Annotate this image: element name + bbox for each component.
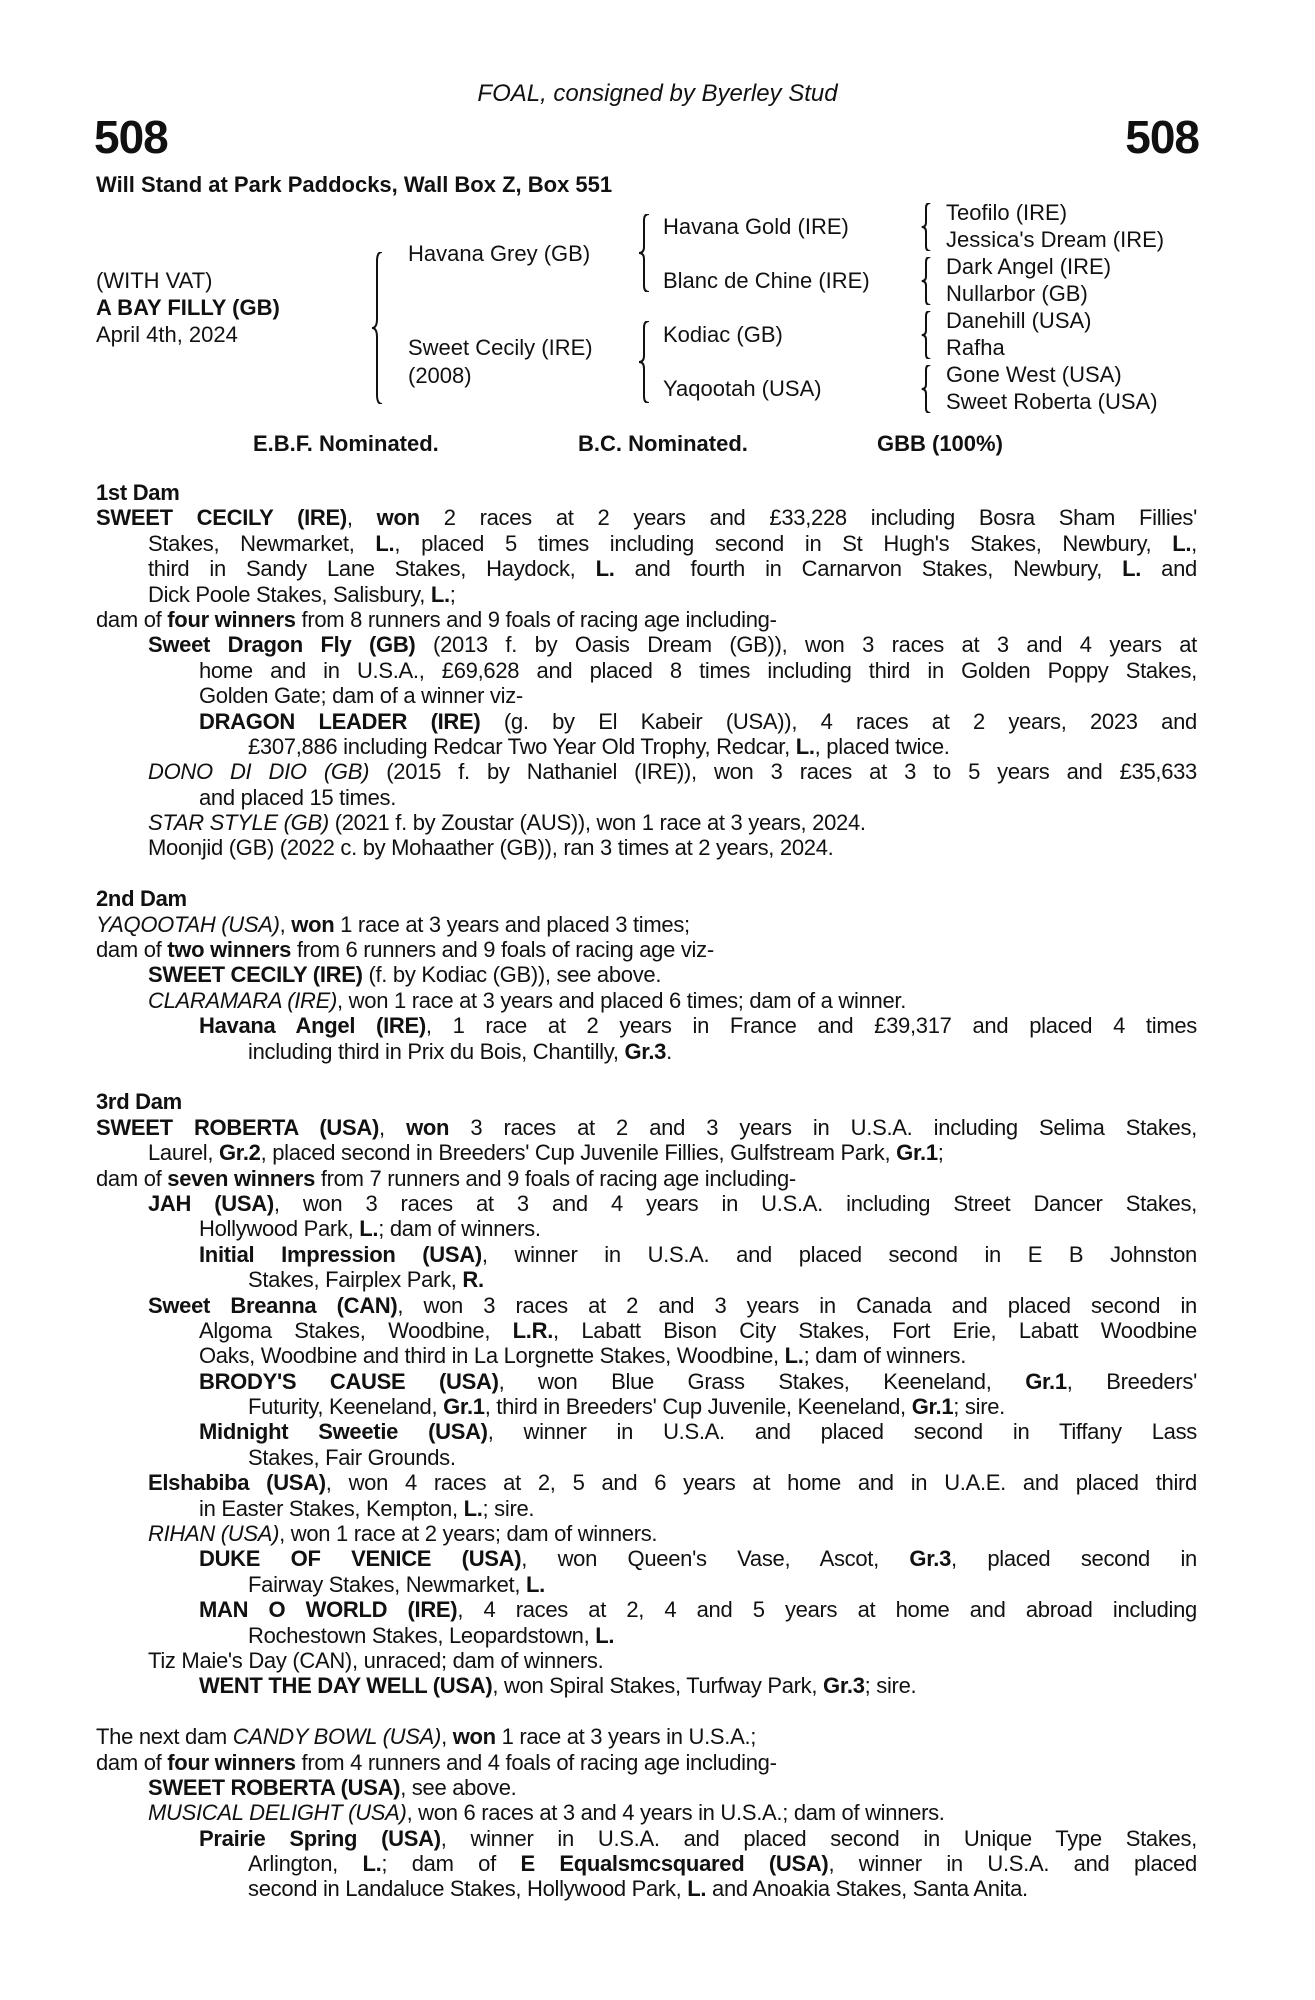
text: ; sire. xyxy=(482,1495,535,1521)
produce-entry xyxy=(96,1115,1197,1166)
produce-entry xyxy=(96,1826,1197,1902)
text: Golden Gate; dam of a winner viz- xyxy=(199,683,523,709)
produce-entry xyxy=(96,1242,1197,1293)
produce-entry xyxy=(96,1800,1197,1825)
text-line xyxy=(96,734,1197,759)
text-line xyxy=(96,1826,1197,1851)
text: , won 1 race at 3 years and placed 6 times; dam of a winner. xyxy=(337,987,907,1013)
ancestor-gen4: Danehill (USA) xyxy=(946,308,1092,333)
section-heading: 2nd Dam xyxy=(96,886,187,912)
text: Rochestown Stakes, Leopardstown, xyxy=(248,1622,596,1648)
dam: Sweet Cecily (IRE) xyxy=(408,335,593,360)
bold-text: L. xyxy=(375,530,395,556)
bold-text: WENT THE DAY WELL (USA) xyxy=(199,1673,493,1699)
lot-number-left: 508 xyxy=(94,111,168,163)
text-line xyxy=(96,1851,1197,1876)
bold-text: won xyxy=(291,911,335,937)
text-line xyxy=(96,1546,1197,1571)
text: Algoma Stakes, Woodbine, xyxy=(199,1317,513,1343)
text: from 6 runners and 9 foals of racing age viz- xyxy=(291,937,714,963)
bold-text: L. xyxy=(687,1876,707,1902)
bold-text: Sweet Dragon Fly (GB) xyxy=(148,632,416,658)
text: , won Blue Grass Stakes, Keeneland, xyxy=(498,1368,1026,1394)
bold-text: Gr.3 xyxy=(909,1546,952,1572)
text-line xyxy=(96,1140,1197,1165)
text-line xyxy=(96,683,1197,708)
text-line xyxy=(96,1318,1197,1343)
text: , placed second in Breeders' Cup Juvenile Fillies, Gulfstream Park, xyxy=(260,1140,897,1166)
section-gap xyxy=(96,1699,1197,1724)
text-line xyxy=(96,1369,1197,1394)
text-line xyxy=(96,1496,1197,1521)
text: 3 races at 2 and 3 years in U.S.A. including Selima Stakes, xyxy=(449,1114,1197,1140)
brace-icon xyxy=(637,214,651,292)
text-line xyxy=(96,1876,1197,1901)
ancestor-gen4: Sweet Roberta (USA) xyxy=(946,389,1158,414)
bold-text: L. xyxy=(359,1216,379,1242)
brace-icon xyxy=(637,321,651,403)
bold-text: Initial Impression (USA) xyxy=(199,1241,482,1267)
text-line xyxy=(96,1115,1197,1140)
bold-text: four winners xyxy=(167,606,296,632)
text: and xyxy=(1141,556,1197,582)
text: Stakes, Fairplex Park, xyxy=(248,1267,463,1293)
ancestor-gen4: Dark Angel (IRE) xyxy=(946,254,1112,279)
text: dam of xyxy=(96,937,168,963)
dam-dam: Yaqootah (USA) xyxy=(663,376,822,401)
produce-entry xyxy=(96,1369,1197,1420)
text-line xyxy=(96,1242,1197,1267)
section-heading: 1st Dam xyxy=(96,480,180,505)
text: , won Queen's Vase, Ascot, xyxy=(521,1546,910,1572)
text: , placed twice. xyxy=(814,733,950,759)
bold-text: R. xyxy=(462,1267,484,1293)
text-line xyxy=(96,1775,1197,1800)
text: second in Landaluce Stakes, Hollywood Park, xyxy=(248,1876,688,1902)
text: ; sire. xyxy=(953,1394,1005,1420)
bold-text: L. xyxy=(525,1571,545,1597)
text: . xyxy=(666,1038,672,1064)
text: , won 3 races at 2 and 3 years in Canada and placed second in xyxy=(397,1292,1197,1318)
ancestor-gen4: Rafha xyxy=(946,335,1005,360)
text: third in Sandy Lane Stakes, Haydock, xyxy=(148,556,596,582)
text-line xyxy=(96,1597,1197,1622)
text: , won 3 races at 3 and 4 years in U.S.A. including Street Dancer Stakes, xyxy=(273,1190,1197,1216)
bold-text: Gr.1 xyxy=(896,1140,938,1166)
text: The next dam xyxy=(96,1724,233,1750)
bold-text: Gr.1 xyxy=(1025,1368,1067,1394)
text-line xyxy=(96,505,1197,530)
text: Hollywood Park, xyxy=(199,1216,360,1242)
text: , placed second in xyxy=(951,1546,1197,1572)
text: Dick Poole Stakes, Salisbury, xyxy=(148,581,431,607)
text: ; dam of winners. xyxy=(378,1216,541,1242)
text: dam of xyxy=(96,606,168,632)
text: in Easter Stakes, Kempton, xyxy=(199,1495,464,1521)
sire: Havana Grey (GB) xyxy=(408,241,591,266)
bold-text: L. xyxy=(795,733,815,759)
dam-year: (2008) xyxy=(408,363,472,388)
text-line xyxy=(96,1216,1197,1241)
bold-text: won xyxy=(376,505,420,531)
text-line xyxy=(96,1800,1197,1825)
bold-text: L. xyxy=(595,556,615,582)
produce-entry xyxy=(96,810,1197,835)
text-line xyxy=(96,1343,1197,1368)
text-line xyxy=(96,1293,1197,1318)
text: , placed 5 times including second in St Hugh's Stakes, Newbury, xyxy=(394,530,1173,556)
text: , xyxy=(279,911,292,937)
text-line xyxy=(96,531,1197,556)
italic-text: MUSICAL DELIGHT (USA) xyxy=(148,1800,407,1826)
text: , 1 race at 2 years in France and £39,317 and placed 4 times xyxy=(425,1013,1197,1039)
produce-entry xyxy=(96,1419,1197,1470)
bold-text: Havana Angel (IRE) xyxy=(199,1013,426,1039)
bold-text: Gr.3 xyxy=(624,1038,667,1064)
text: 2 races at 2 years and £33,228 including Bosra Sham Fillies' xyxy=(419,505,1197,531)
text: , winner in U.S.A. and placed second in Tiffany Lass xyxy=(487,1419,1197,1445)
sire-sire: Havana Gold (IRE) xyxy=(663,214,849,239)
text-line xyxy=(96,1419,1197,1444)
produce-entry xyxy=(96,1166,1197,1191)
gbb-status: GBB (100%) xyxy=(877,431,1003,456)
bold-text: L. xyxy=(430,581,450,607)
produce-entry xyxy=(96,1673,1197,1698)
bold-text: L.R. xyxy=(512,1317,554,1343)
text-line xyxy=(96,1267,1197,1292)
text: , winner in U.S.A. and placed xyxy=(828,1851,1197,1877)
text: , winner in U.S.A. and placed second in E B Johnston xyxy=(481,1241,1197,1267)
text: Fairway Stakes, Newmarket, xyxy=(248,1571,526,1597)
text: home and in U.S.A., £69,628 and placed 8 times including third in Golden Poppy Stakes, xyxy=(199,657,1197,683)
text: Tiz Maie's Day (CAN), unraced; dam of winners. xyxy=(148,1647,604,1673)
text: ; sire. xyxy=(864,1673,917,1699)
text: Futurity, Keeneland, xyxy=(248,1394,444,1420)
bold-text: L. xyxy=(463,1495,483,1521)
text: (2013 f. by Oasis Dream (GB)), won 3 races at 3 and 4 years at xyxy=(415,632,1197,658)
text-line xyxy=(96,785,1197,810)
text-line xyxy=(96,759,1197,784)
brace-icon xyxy=(370,252,384,404)
italic-text: RIHAN (USA) xyxy=(148,1521,280,1547)
text: , xyxy=(441,1724,453,1750)
dam-section xyxy=(96,480,1197,861)
text: (2021 f. by Zoustar (AUS)), won 1 race at 3 years, 2024. xyxy=(328,810,866,836)
text: 1 race at 3 years and placed 3 times; xyxy=(334,911,690,937)
bold-text: Gr.2 xyxy=(218,1140,261,1166)
foaling-date: April 4th, 2024 xyxy=(96,322,238,347)
text-line xyxy=(96,632,1197,657)
produce-entry xyxy=(96,709,1197,760)
brace-icon xyxy=(920,365,932,413)
produce-entry xyxy=(96,937,1197,962)
text: , won 6 races at 3 and 4 years in U.S.A.; dam of winners. xyxy=(406,1800,945,1826)
brace-icon xyxy=(920,257,932,305)
text-line xyxy=(96,937,1197,962)
bold-text: won xyxy=(452,1724,496,1750)
produce-record xyxy=(96,480,1197,1902)
produce-entry xyxy=(96,1013,1197,1064)
italic-text: DONO DI DIO (GB) xyxy=(148,759,370,785)
produce-entry xyxy=(96,1521,1197,1546)
text: Laurel, xyxy=(148,1140,219,1166)
bold-text: L. xyxy=(362,1851,382,1877)
text-line xyxy=(96,1648,1197,1673)
text: ; xyxy=(449,581,456,607)
italic-text: CLARAMARA (IRE) xyxy=(148,987,338,1013)
bold-text: DUKE OF VENICE (USA) xyxy=(199,1546,522,1572)
italic-text: CANDY BOWL (USA) xyxy=(232,1724,442,1750)
produce-entry xyxy=(96,632,1197,708)
dam-section xyxy=(96,886,1197,1064)
text-line xyxy=(96,1013,1197,1038)
bold-text: SWEET ROBERTA (USA) xyxy=(96,1114,380,1140)
text-line xyxy=(96,1394,1197,1419)
text: , won 1 race at 2 years; dam of winners. xyxy=(279,1521,658,1547)
text: and placed 15 times. xyxy=(199,784,397,810)
bold-text: Gr.1 xyxy=(911,1394,954,1420)
ancestor-gen4: Nullarbor (GB) xyxy=(946,281,1088,306)
bold-text: four winners xyxy=(167,1749,296,1775)
text: Stakes, Fair Grounds. xyxy=(248,1444,456,1470)
text: , third in Breeders' Cup Juvenile, Keeneland, xyxy=(484,1394,912,1420)
text-line xyxy=(96,1521,1197,1546)
text: Moonjid (GB) (2022 c. by Mohaather (GB)), ran 3 times at 2 years, 2024. xyxy=(148,835,834,861)
text: ; xyxy=(937,1140,944,1166)
dam-sire: Kodiac (GB) xyxy=(663,322,783,347)
bold-text: SWEET CECILY (IRE) xyxy=(148,962,363,988)
text: , see above. xyxy=(400,1774,517,1800)
bold-text: two winners xyxy=(167,937,292,963)
consignor-line: FOAL, consigned by Byerley Stud xyxy=(477,80,838,107)
text: and fourth in Carnarvon Stakes, Newbury, xyxy=(614,556,1123,582)
text-line xyxy=(96,962,1197,987)
text-line xyxy=(96,835,1197,860)
text: (f. by Kodiac (GB)), see above. xyxy=(362,962,662,988)
text: , won Spiral Stakes, Turfway Park, xyxy=(492,1673,824,1699)
text-line xyxy=(96,1724,1197,1749)
ancestor-gen4: Gone West (USA) xyxy=(946,362,1122,387)
text: 1 race at 3 years in U.S.A.; xyxy=(495,1724,757,1750)
produce-entry xyxy=(96,1597,1197,1648)
bold-text: BRODY'S CAUSE (USA) xyxy=(199,1368,499,1394)
section-heading: 3rd Dam xyxy=(96,1089,182,1115)
ancestor-gen4: Jessica's Dream (IRE) xyxy=(946,227,1165,252)
text: , 4 races at 2, 4 and 5 years at home and abroad including xyxy=(457,1597,1197,1623)
bold-text: Elshabiba (USA) xyxy=(148,1470,326,1496)
dam-section xyxy=(96,1724,1197,1902)
produce-entry xyxy=(96,1775,1197,1800)
text: ; dam of winners. xyxy=(803,1343,967,1369)
text: Stakes, Newmarket, xyxy=(148,530,376,556)
bold-text: Sweet Breanna (CAN) xyxy=(148,1292,398,1318)
produce-entry xyxy=(96,607,1197,632)
produce-entry xyxy=(96,505,1197,607)
produce-entry xyxy=(96,1648,1197,1673)
bold-text: Gr.1 xyxy=(443,1394,485,1420)
text: ; dam of xyxy=(381,1851,521,1877)
stabling-location: Will Stand at Park Paddocks, Wall Box Z, Box 551 xyxy=(96,172,613,197)
text: , winner in U.S.A. and placed second in Unique Type Stakes, xyxy=(440,1825,1197,1851)
produce-entry xyxy=(96,1724,1197,1749)
italic-text: STAR STYLE (GB) xyxy=(148,810,329,836)
text: , xyxy=(1191,530,1197,556)
produce-entry xyxy=(96,1191,1197,1242)
produce-entry xyxy=(96,988,1197,1013)
produce-entry xyxy=(96,1470,1197,1521)
dam-section xyxy=(96,1089,1197,1698)
vat-note: (WITH VAT) xyxy=(96,268,213,293)
text-line xyxy=(96,607,1197,632)
text-line xyxy=(96,1750,1197,1775)
produce-entry xyxy=(96,912,1197,937)
text: including third in Prix du Bois, Chantilly, xyxy=(248,1038,625,1064)
bold-text: L. xyxy=(1122,556,1142,582)
text-line xyxy=(96,988,1197,1013)
bold-text: SWEET CECILY (IRE) xyxy=(96,505,347,531)
text: from 4 runners and 4 foals of racing age including- xyxy=(295,1749,777,1775)
text: from 8 runners and 9 foals of racing age including- xyxy=(295,606,777,632)
text: , xyxy=(346,505,377,531)
text-line xyxy=(96,912,1197,937)
produce-entry xyxy=(96,1546,1197,1597)
text: , Breeders' xyxy=(1066,1368,1197,1394)
text-line xyxy=(96,658,1197,683)
text: , won 4 races at 2, 5 and 6 years at home and in U.A.E. and placed third xyxy=(325,1470,1197,1496)
text: , xyxy=(379,1114,407,1140)
text: , Labatt Bison City Stakes, Fort Erie, Labatt Woodbine xyxy=(553,1317,1197,1343)
bold-text: Gr.3 xyxy=(823,1673,865,1699)
bold-text: MAN O WORLD (IRE) xyxy=(199,1597,458,1623)
text: dam of xyxy=(96,1165,168,1191)
text-line xyxy=(96,1191,1197,1216)
bold-text: L. xyxy=(595,1622,615,1648)
bold-text: Midnight Sweetie (USA) xyxy=(199,1419,488,1445)
text-line xyxy=(96,1445,1197,1470)
text: Arlington, xyxy=(248,1851,363,1877)
produce-entry xyxy=(96,759,1197,810)
italic-text: YAQOOTAH (USA) xyxy=(96,911,280,937)
text: £307,886 including Redcar Two Year Old Trophy, Redcar, xyxy=(248,733,796,759)
bold-text: DRAGON LEADER (IRE) xyxy=(199,708,481,734)
text-line xyxy=(96,810,1197,835)
text-line xyxy=(96,582,1197,607)
bc-nomination: B.C. Nominated. xyxy=(578,431,748,456)
text-line xyxy=(96,1470,1197,1495)
produce-entry xyxy=(96,1293,1197,1369)
section-gap xyxy=(96,861,1197,886)
text-line xyxy=(96,556,1197,581)
text-line xyxy=(96,1572,1197,1597)
bold-text: Prairie Spring (USA) xyxy=(199,1825,441,1851)
lot-name: A BAY FILLY (GB) xyxy=(96,295,280,320)
brace-icon xyxy=(920,203,932,251)
produce-entry xyxy=(96,1750,1197,1775)
sire-dam: Blanc de Chine (IRE) xyxy=(663,268,870,293)
bold-text: seven winners xyxy=(167,1165,316,1191)
text: Oaks, Woodbine and third in La Lorgnette Stakes, Woodbine, xyxy=(199,1343,785,1369)
text: and Anoakia Stakes, Santa Anita. xyxy=(706,1876,1028,1902)
text: from 7 runners and 9 foals of racing age including- xyxy=(315,1165,796,1191)
bold-text: E Equalsmcsquared (USA) xyxy=(520,1851,829,1877)
bold-text: L. xyxy=(1172,530,1192,556)
text-line xyxy=(96,1039,1197,1064)
text: (2015 f. by Nathaniel (IRE)), won 3 races at 3 to 5 years and £35,633 xyxy=(369,759,1197,785)
bold-text: JAH (USA) xyxy=(148,1190,274,1216)
ancestor-gen4: Teofilo (IRE) xyxy=(946,200,1068,225)
brace-icon xyxy=(920,311,932,359)
produce-entry xyxy=(96,835,1197,860)
text: (g. by El Kabeir (USA)), 4 races at 2 years, 2023 and xyxy=(480,708,1197,734)
text-line xyxy=(96,1623,1197,1648)
text-line xyxy=(96,1673,1197,1698)
produce-entry xyxy=(96,962,1197,987)
text-line xyxy=(96,709,1197,734)
section-gap xyxy=(96,1064,1197,1089)
ebf-nomination: E.B.F. Nominated. xyxy=(253,431,439,456)
lot-number-right: 508 xyxy=(1125,111,1199,163)
bold-text: won xyxy=(406,1114,450,1140)
text-line xyxy=(96,1166,1197,1191)
text: dam of xyxy=(96,1749,168,1775)
bold-text: L. xyxy=(784,1343,804,1369)
bold-text: SWEET ROBERTA (USA) xyxy=(148,1774,401,1800)
